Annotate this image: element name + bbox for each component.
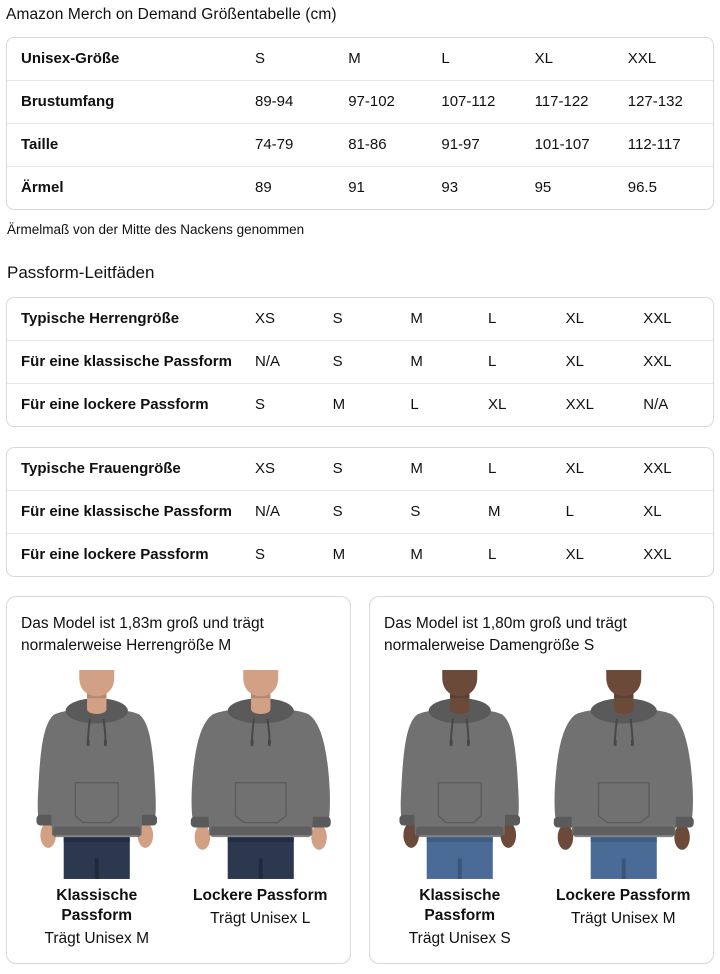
row-label: Taille	[7, 123, 247, 166]
size-cell: N/A	[247, 340, 325, 383]
row-label: Für eine lockere Passform	[7, 533, 247, 576]
size-cell: S	[247, 383, 325, 426]
size-cell: 89-94	[247, 80, 340, 123]
size-cell: XXL	[635, 533, 713, 576]
row-label: Typische Herrengröße	[21, 310, 180, 327]
fit-name: Lockere Passform	[193, 886, 328, 904]
size-cell: S	[332, 460, 343, 477]
size-cell: XL	[534, 50, 553, 67]
men-fit-table	[6, 297, 714, 427]
table-row	[7, 38, 713, 80]
sleeve-note: Ärmelmaß von der Mitte des Nackens genommen	[7, 222, 305, 237]
size-cell: S	[255, 50, 266, 67]
size-cell: XL	[635, 490, 713, 533]
size-cell: 74-79	[247, 123, 340, 166]
size-cell: 81-86	[340, 123, 433, 166]
size-cell: M	[325, 533, 403, 576]
size-cell: M	[348, 50, 361, 67]
worn-size: Trägt Unisex M	[44, 930, 149, 948]
size-cell: XL	[558, 533, 636, 576]
size-cell: S	[325, 340, 403, 383]
size-cell: M	[402, 533, 480, 576]
size-cell: XL	[558, 340, 636, 383]
size-cell: M	[325, 383, 403, 426]
size-cell: XXL	[627, 50, 657, 67]
table-row	[7, 340, 713, 383]
worn-size: Trägt Unisex M	[570, 910, 676, 928]
fit-name: Lockere Passform	[556, 886, 691, 904]
size-cell: 127-132	[620, 80, 713, 123]
size-cell: 97-102	[340, 80, 433, 123]
size-cell: 91	[340, 166, 433, 209]
size-cell: L	[480, 533, 558, 576]
table-row	[7, 490, 713, 533]
size-cell: M	[402, 340, 480, 383]
size-cell: 95	[527, 166, 620, 209]
table-row	[7, 533, 713, 576]
male-model-classic-fit-photo	[19, 670, 175, 879]
model-figure-loose	[546, 670, 702, 949]
size-cell: XS	[255, 460, 276, 477]
table-row	[7, 298, 713, 340]
fit-guides-heading: Passform-Leitfäden	[7, 263, 155, 282]
model-figure-loose	[183, 670, 339, 949]
size-cell: L	[558, 490, 636, 533]
row-label: Für eine lockere Passform	[7, 383, 247, 426]
table-row	[7, 383, 713, 426]
size-cell: XS	[255, 310, 276, 327]
unisex-size-table	[6, 37, 714, 210]
size-cell: 101-107	[527, 123, 620, 166]
table-row	[7, 166, 713, 209]
figures-row	[19, 670, 338, 949]
size-cell: XL	[480, 383, 558, 426]
size-cell: XXL	[635, 340, 713, 383]
worn-size: Trägt Unisex S	[408, 930, 511, 948]
worn-size: Trägt Unisex L	[210, 910, 311, 928]
size-cell: N/A	[247, 490, 325, 533]
size-cell: 112-117	[620, 123, 713, 166]
size-cell: 107-112	[433, 80, 526, 123]
size-cell: XXL	[643, 460, 672, 477]
page-title: Amazon Merch on Demand Größentabelle (cm)	[6, 6, 337, 23]
size-cell: S	[402, 490, 480, 533]
fit-name: Klassische Passform	[56, 886, 138, 925]
size-cell: XXL	[643, 310, 672, 327]
size-cell: L	[487, 460, 497, 477]
size-cell: S	[325, 490, 403, 533]
model-figure-classic	[19, 670, 175, 949]
size-cell: 117-122	[527, 80, 620, 123]
row-label: Für eine klassische Passform	[7, 340, 247, 383]
row-label: Ärmel	[7, 166, 247, 209]
size-cell: 96.5	[620, 166, 713, 209]
size-cell: M	[410, 460, 423, 477]
female-model-loose-fit-photo	[546, 670, 702, 879]
row-label: Brustumfang	[7, 80, 247, 123]
size-cell: 91-97	[433, 123, 526, 166]
size-cell: 89	[247, 166, 340, 209]
table-row	[7, 123, 713, 166]
model-card-women	[369, 596, 714, 964]
table-row	[7, 80, 713, 123]
size-cell: S	[332, 310, 343, 327]
card-description: Das Model ist 1,80m groß und trägt normalerweise Damengröße S	[384, 615, 627, 655]
fit-name: Klassische Passform	[419, 886, 501, 925]
model-card-men	[6, 596, 351, 964]
model-cards	[6, 596, 714, 964]
row-label: Für eine klassische Passform	[7, 490, 247, 533]
size-cell: 93	[433, 166, 526, 209]
size-cell: M	[410, 310, 423, 327]
male-model-loose-fit-photo	[183, 670, 339, 879]
size-cell: L	[441, 50, 450, 67]
row-label: Typische Frauengröße	[21, 460, 181, 477]
size-cell: L	[402, 383, 480, 426]
model-figure-classic	[382, 670, 538, 949]
size-cell: XL	[565, 310, 584, 327]
size-cell: L	[487, 310, 497, 327]
size-cell: M	[480, 490, 558, 533]
row-label: Unisex-Größe	[21, 50, 120, 67]
table-row	[7, 448, 713, 490]
size-cell: N/A	[635, 383, 713, 426]
size-cell: L	[480, 340, 558, 383]
card-description: Das Model ist 1,83m groß und trägt normalerweise Herrengröße M	[21, 615, 264, 655]
female-model-classic-fit-photo	[382, 670, 538, 879]
figures-row	[382, 670, 701, 949]
size-cell: XL	[565, 460, 584, 477]
women-fit-table	[6, 447, 714, 577]
size-cell: S	[247, 533, 325, 576]
size-cell: XXL	[558, 383, 636, 426]
